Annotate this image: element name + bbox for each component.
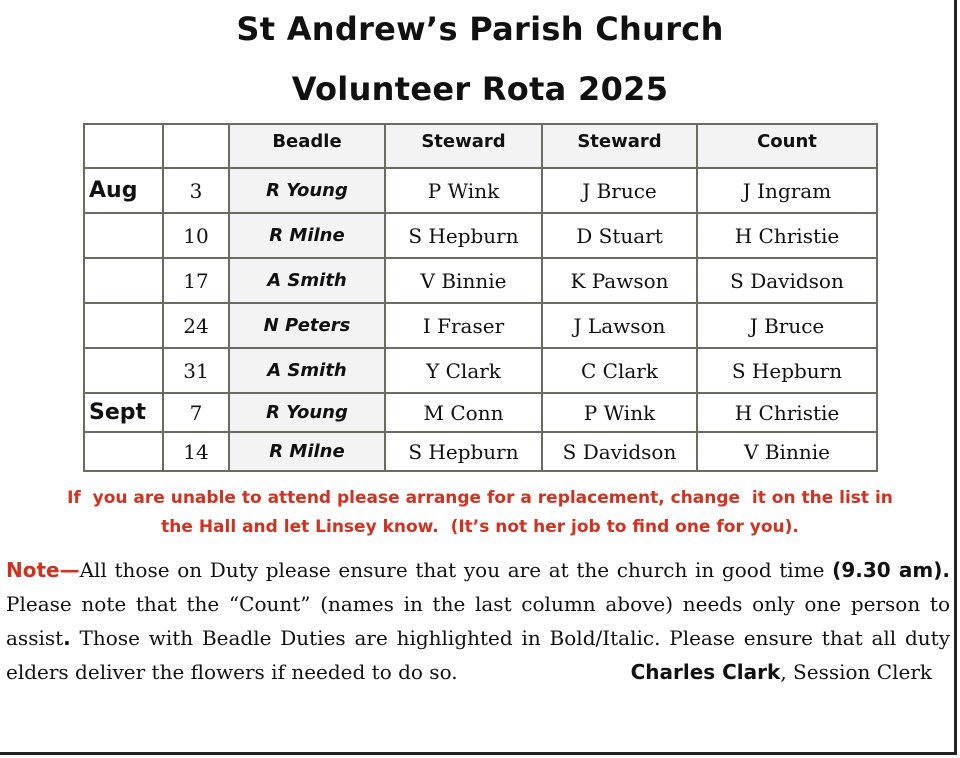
note-time: (9.30 am). [832,558,950,582]
day-cell: 24 [163,303,229,348]
column-header-beadle: Beadle [229,124,385,168]
day-cell: 31 [163,348,229,393]
table-row [84,168,877,213]
beadle-cell: A Smith [229,258,385,303]
rota-title: Volunteer Rota 2025 [291,70,669,108]
steward-cell: P Wink [385,168,542,213]
month-cell [84,258,163,303]
steward-cell: C Clark [542,348,697,393]
steward-cell: S Hepburn [385,213,542,258]
beadle-cell: R Young [229,393,385,432]
table-row [84,303,877,348]
steward-cell: P Wink [542,393,697,432]
month-cell [84,213,163,258]
steward-cell: K Pawson [542,258,697,303]
day-cell: 7 [163,393,229,432]
month-cell [84,348,163,393]
header-blank-month [84,124,163,168]
warning-line-1: If you are unable to attend please arrange for a replacement, change it on the list in [67,488,893,508]
steward-cell: S Hepburn [385,432,542,471]
beadle-cell: R Milne [229,432,385,471]
count-cell: J Ingram [697,168,877,213]
count-cell: S Hepburn [697,348,877,393]
day-cell: 3 [163,168,229,213]
rota-table [83,123,878,472]
table-row [84,348,877,393]
steward-cell: I Fraser [385,303,542,348]
warning-line-2: the Hall and let Linsey know. (It’s not her job to find one for you). [161,517,799,537]
table-row [84,432,877,471]
steward-cell: V Binnie [385,258,542,303]
day-cell: 10 [163,213,229,258]
beadle-cell: R Young [229,168,385,213]
steward-cell: D Stuart [542,213,697,258]
month-cell: Aug [84,168,163,213]
day-cell: 14 [163,432,229,471]
table-row [84,258,877,303]
note-lead: Note— [6,558,80,582]
steward-cell: J Bruce [542,168,697,213]
steward-cell: M Conn [385,393,542,432]
month-cell [84,303,163,348]
signature [631,655,932,689]
beadle-cell: R Milne [229,213,385,258]
duty-note [6,553,950,689]
table-row [84,213,877,258]
signature-name: Charles Clark [630,660,781,684]
note-dot: . [63,626,71,650]
column-header-steward-1: Steward [385,124,542,168]
header-blank-day [163,124,229,168]
note-text-1: All those on Duty please ensure that you are at the church in good time [79,558,833,582]
church-title: St Andrew’s Parish Church [236,10,724,48]
table-row [84,393,877,432]
column-header-steward-2: Steward [542,124,697,168]
steward-cell: Y Clark [385,348,542,393]
table-header-row [84,124,877,168]
beadle-cell: A Smith [229,348,385,393]
note-text-2: Please note that the “Count” (names in the last column above) needs only one person to assist [6,592,950,650]
steward-cell: S Davidson [542,432,697,471]
beadle-cell: N Peters [229,303,385,348]
count-cell: J Bruce [697,303,877,348]
note-text-3: Those with Beadle Duties are highlighted in Bold/Italic. Please ensure that all duty elders deliver the flowers if needed to do so. [6,626,950,684]
count-cell: V Binnie [697,432,877,471]
month-cell [84,432,163,471]
column-header-count: Count [697,124,877,168]
count-cell: H Christie [697,393,877,432]
replacement-warning [6,484,954,542]
day-cell: 17 [163,258,229,303]
month-cell: Sept [84,393,163,432]
steward-cell: J Lawson [542,303,697,348]
signature-role: , Session Clerk [780,660,932,684]
count-cell: S Davidson [697,258,877,303]
count-cell: H Christie [697,213,877,258]
